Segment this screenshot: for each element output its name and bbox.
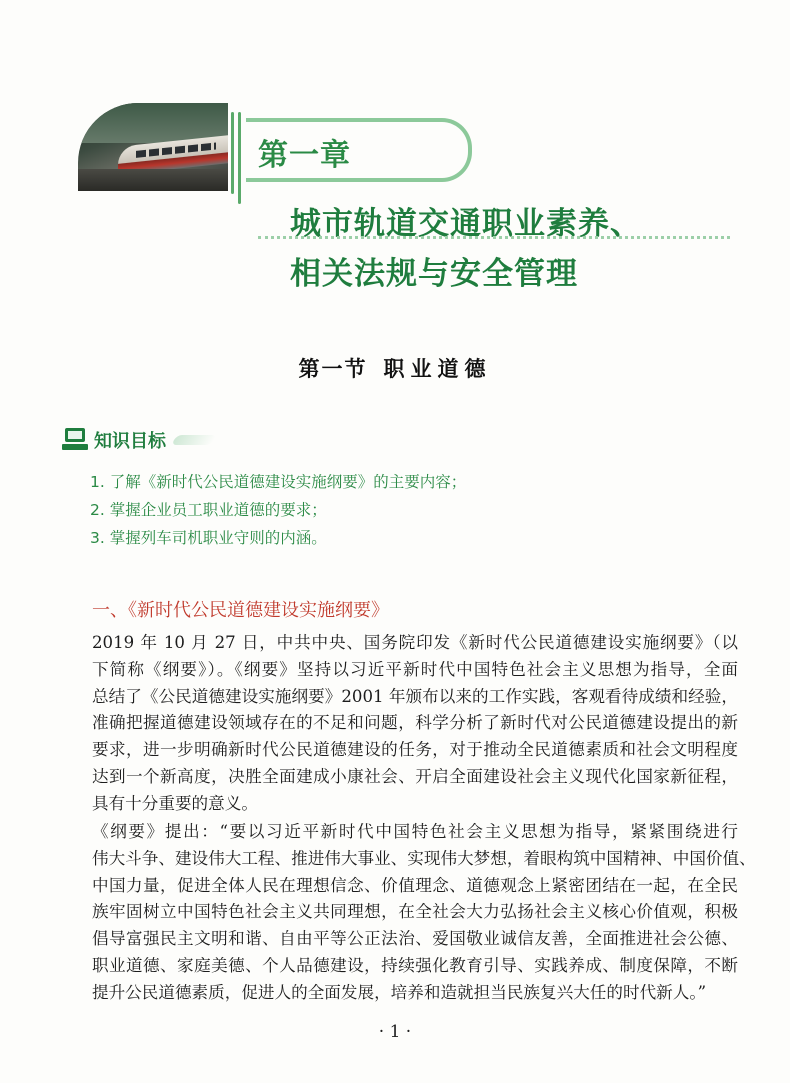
text-line: 提升公民道德素质，促进人的全面发展，培养和造就担当民族复兴大任的时代新人。” (92, 982, 707, 1002)
text-line: 达到一个新高度，决胜全面建成小康社会、开启全面建设社会主义现代化国家新征程， (92, 766, 738, 786)
text-line: 中国力量，促进全体人民在理想信念、价值理念、道德观念上紧密团结在一起，在全民 (92, 875, 738, 895)
text-line: 《纲要》提出：“要以习近平新时代中国特色社会主义思想为指导，紧紧围绕进行 (92, 822, 738, 841)
decorative-line (231, 112, 234, 194)
page-number: · 1 · (378, 1022, 412, 1042)
paragraph-2 (92, 819, 756, 1007)
text-line: 2019 年 10 月 27 日，中共中央、国务院印发《新时代公民道德建设实施纲要》（以 (92, 633, 738, 652)
objective-item: 1. 了解《新时代公民道德建设实施纲要》的主要内容； (90, 473, 467, 491)
computer-icon (62, 428, 88, 452)
decorative-line (238, 112, 241, 204)
chapter-title-line-2: 相关法规与安全管理 (290, 256, 578, 292)
text-line: 伟大斗争、建设伟大工程、推进伟大事业、实现伟大梦想，着眼构筑中国精神、中国价值、 (92, 848, 756, 868)
text-line: 职业道德、家庭美德、个人品德建设，持续强化教育引导、实践养成、制度保障，不断 (92, 955, 738, 975)
chapter-header-photo (78, 103, 228, 191)
text-line: 下简称《纲要》）。《纲要》坚持以习近平新时代中国特色社会主义思想为指导，全面 (92, 659, 738, 679)
objective-item: 3. 掌握列车司机职业守则的内涵。 (90, 529, 327, 547)
title-divider (258, 236, 730, 239)
text-line: 倡导富强民主文明和谐、自由平等公正法治、爱国敬业诚信友善，全面推进社会公德、 (92, 929, 738, 949)
chapter-label: 第一章 (258, 138, 351, 173)
objectives-label: 知识目标 (94, 431, 166, 452)
text-line: 族牢固树立中国特色社会主义共同理想，在全社会大力弘扬社会主义核心价值观，积极 (92, 902, 738, 922)
chapter-title-line-1: 城市轨道交通职业素养、 (290, 206, 642, 242)
text-line: 要求，进一步明确新时代公民道德建设的任务，对于推动全民道德素质和社会文明程度 (92, 740, 738, 760)
section-number: 第一节 (298, 357, 368, 381)
text-line: 总结了《公民道德建设实施纲要》2001 年颁布以来的工作实践，客观看待成绩和经验， (92, 686, 738, 706)
text-line: 具有十分重要的意义。 (92, 793, 258, 813)
decorative-swoosh (171, 435, 217, 445)
objective-item: 2. 掌握企业员工职业道德的要求； (90, 501, 327, 519)
section-title (0, 353, 790, 383)
subsection-heading: 一、《新时代公民道德建设实施纲要》 (92, 600, 389, 621)
paragraph-1 (92, 630, 738, 818)
text-line: 准确把握道德建设领域存在的不足和问题，科学分析了新时代对公民道德建设提出的新 (92, 713, 738, 733)
section-name: 职业道德 (383, 357, 492, 381)
objectives-heading (62, 426, 214, 454)
